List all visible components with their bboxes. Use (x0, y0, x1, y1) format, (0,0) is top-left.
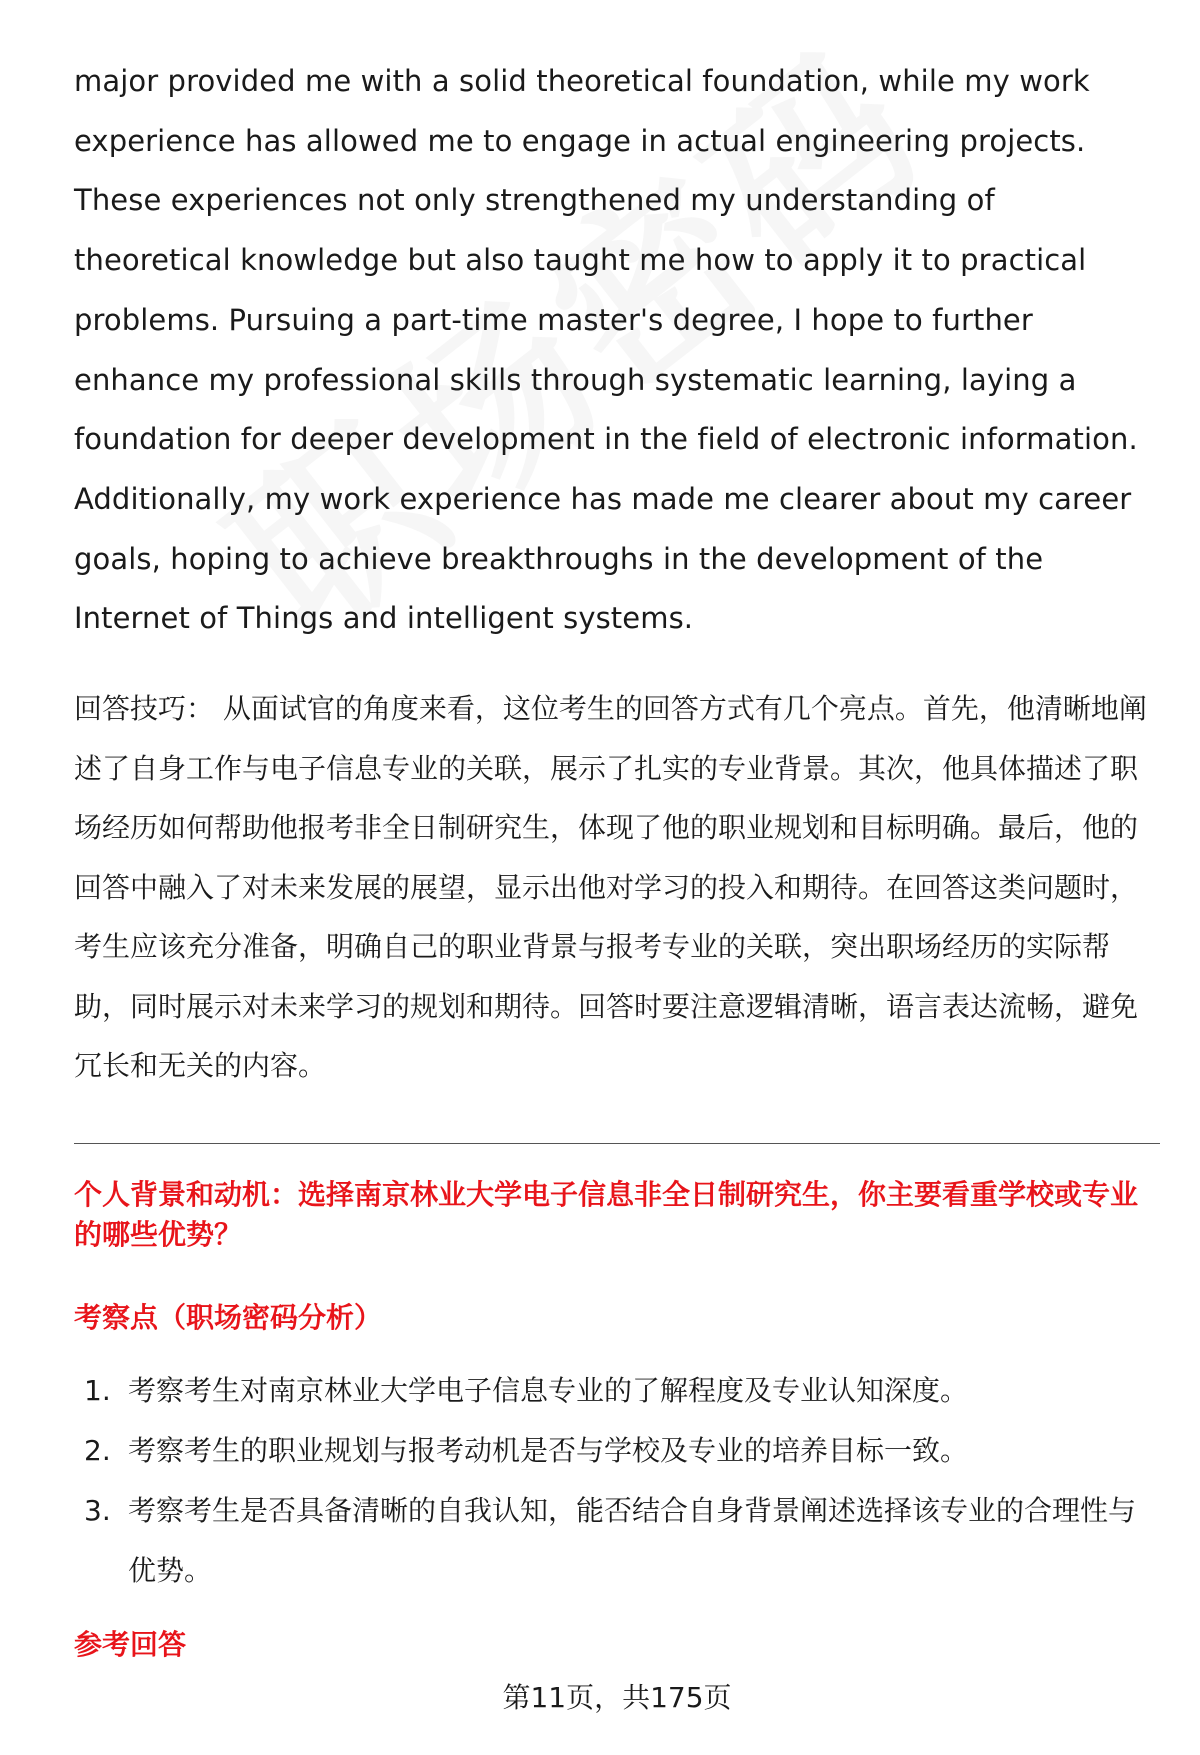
answer-tips-paragraph: 回答技巧： 从面试官的角度来看，这位考生的回答方式有几个亮点。首先，他清晰地阐述了自身工作与电子信息专业的关联，展示了扎实的专业背景。其次，他具体描述了职场经历如何帮助他报考非全日制研究生，体现了他的职业规划和目标明确。最后，他的回答中融入了对未来发展的展望，显示出他对学习的投入和期待。在回答这类问题时，考生应该充分准备，明确自己的职业背景与报考专业的关联，突出职场经历的实际帮助，同时展示对未来学习的规划和期待。回答时要注意逻辑清晰，语言表达流畅，避免冗长和无关的内容。 (74, 692, 1147, 1082)
page-number-footer: 第11页，共175页 (502, 1681, 732, 1714)
list-item (74, 1361, 1160, 1421)
list-item (74, 1481, 1160, 1601)
list-item-number: 1. (84, 1374, 111, 1407)
list-item-text: 考察考生的职业规划与报考动机是否与学校及专业的培养目标一致。 (128, 1434, 969, 1467)
question-heading: 个人背景和动机：选择南京林业大学电子信息非全日制研究生，你主要看重学校或专业的哪些优势？ (74, 1178, 1139, 1251)
list-item-number: 2. (84, 1434, 111, 1467)
reference-answer-heading: 参考回答 (74, 1628, 187, 1661)
document-page (74, 0, 1160, 1755)
list-item-text: 考察考生是否具备清晰的自我认知，能否结合自身背景阐述选择该专业的合理性与优势。 (128, 1494, 1137, 1587)
list-item-text: 考察考生对南京林业大学电子信息专业的了解程度及专业认知深度。 (128, 1374, 969, 1407)
focus-points-list (74, 1361, 1160, 1601)
list-item-number: 3. (84, 1494, 111, 1527)
focus-points-heading: 考察点（职场密码分析） (74, 1301, 383, 1334)
list-item (74, 1421, 1160, 1481)
section-divider (74, 1143, 1160, 1144)
answer-continuation-paragraph: major provided me with a solid theoretical foundation, while my work experience has allowed me to engage in actual engineering projects. These experiences not only strengthened my understanding of theoretical knowledge but also taught me how to apply it to practical problems. Pursuing a part-time master's degree, I hope to further enhance my professional skills through systematic learning, laying a foundation for deeper development in the field of electronic information. Additionally, my work experience has made me clearer about my career goals, hoping to achieve breakthroughs in the development of the Internet of Things and intelligent systems. (74, 64, 1138, 636)
